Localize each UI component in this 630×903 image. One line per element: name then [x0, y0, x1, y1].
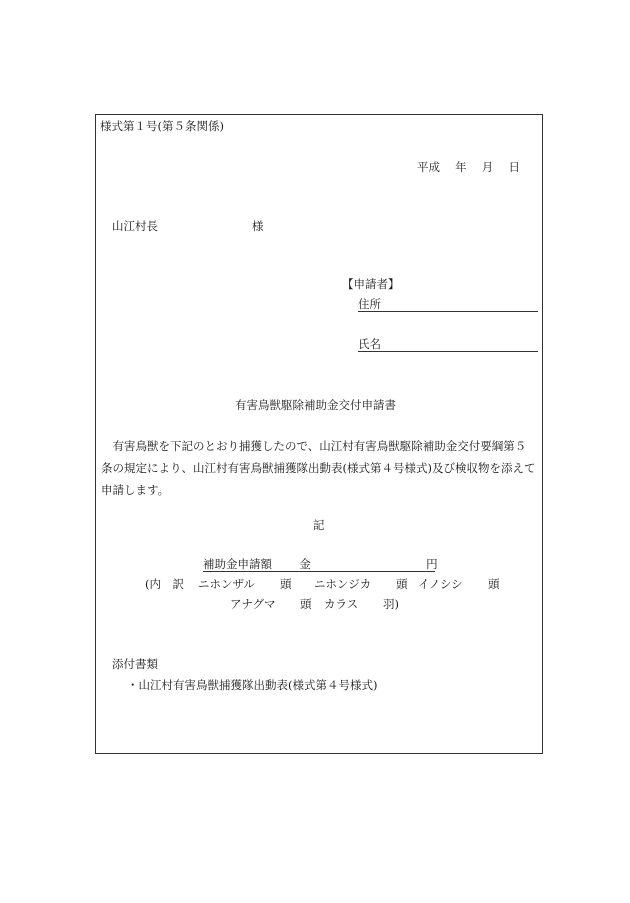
breakdown-item-name: ニホンジカ: [314, 577, 372, 591]
address-label: 住所: [358, 297, 381, 311]
breakdown-item-name: ニホンザル: [198, 577, 255, 591]
breakdown-open: (内 訳: [145, 577, 184, 591]
breakdown-item-unit: 頭: [300, 597, 312, 611]
breakdown-item-name: カラス: [324, 597, 359, 611]
form-border: [95, 114, 543, 754]
form-number: 様式第１号(第５条関係): [100, 119, 224, 133]
attachment-item: ・山江村有害鳥獣捕獲隊出動表(様式第４号様式): [127, 678, 378, 692]
addressee-honorific: 様: [252, 219, 264, 233]
amount-kin: 金: [299, 557, 311, 571]
ki-marker: 記: [313, 518, 325, 532]
body-paragraph: 有害鳥獣を下記のとおり捕獲したので、山江村有害鳥獣駆除補助金交付要綱第５条の規定により、山江村有害鳥獣捕獲隊出動表(様式第４号様式)及び検収物を添えて申請します。: [101, 439, 536, 497]
name-label: 氏名: [358, 337, 381, 351]
breakdown-item-name: イノシシ: [418, 577, 463, 591]
date-line: 平成 年 月 日: [417, 160, 520, 174]
amount-yen: 円: [426, 557, 438, 571]
applicant-heading: 【申請者】: [342, 277, 400, 291]
breakdown-item-unit: 頭: [488, 577, 500, 591]
breakdown-item-unit: 羽): [383, 597, 399, 611]
document-title: 有害鳥獣駆除補助金交付申請書: [235, 398, 396, 412]
addressee-title: 山江村長: [112, 219, 158, 233]
attachments-label: 添付書類: [112, 657, 158, 671]
breakdown-item-name: アナグマ: [230, 597, 276, 611]
breakdown-item-unit: 頭: [280, 577, 292, 591]
amount-label: 補助金申請額: [203, 557, 272, 571]
breakdown-item-unit: 頭: [396, 577, 408, 591]
